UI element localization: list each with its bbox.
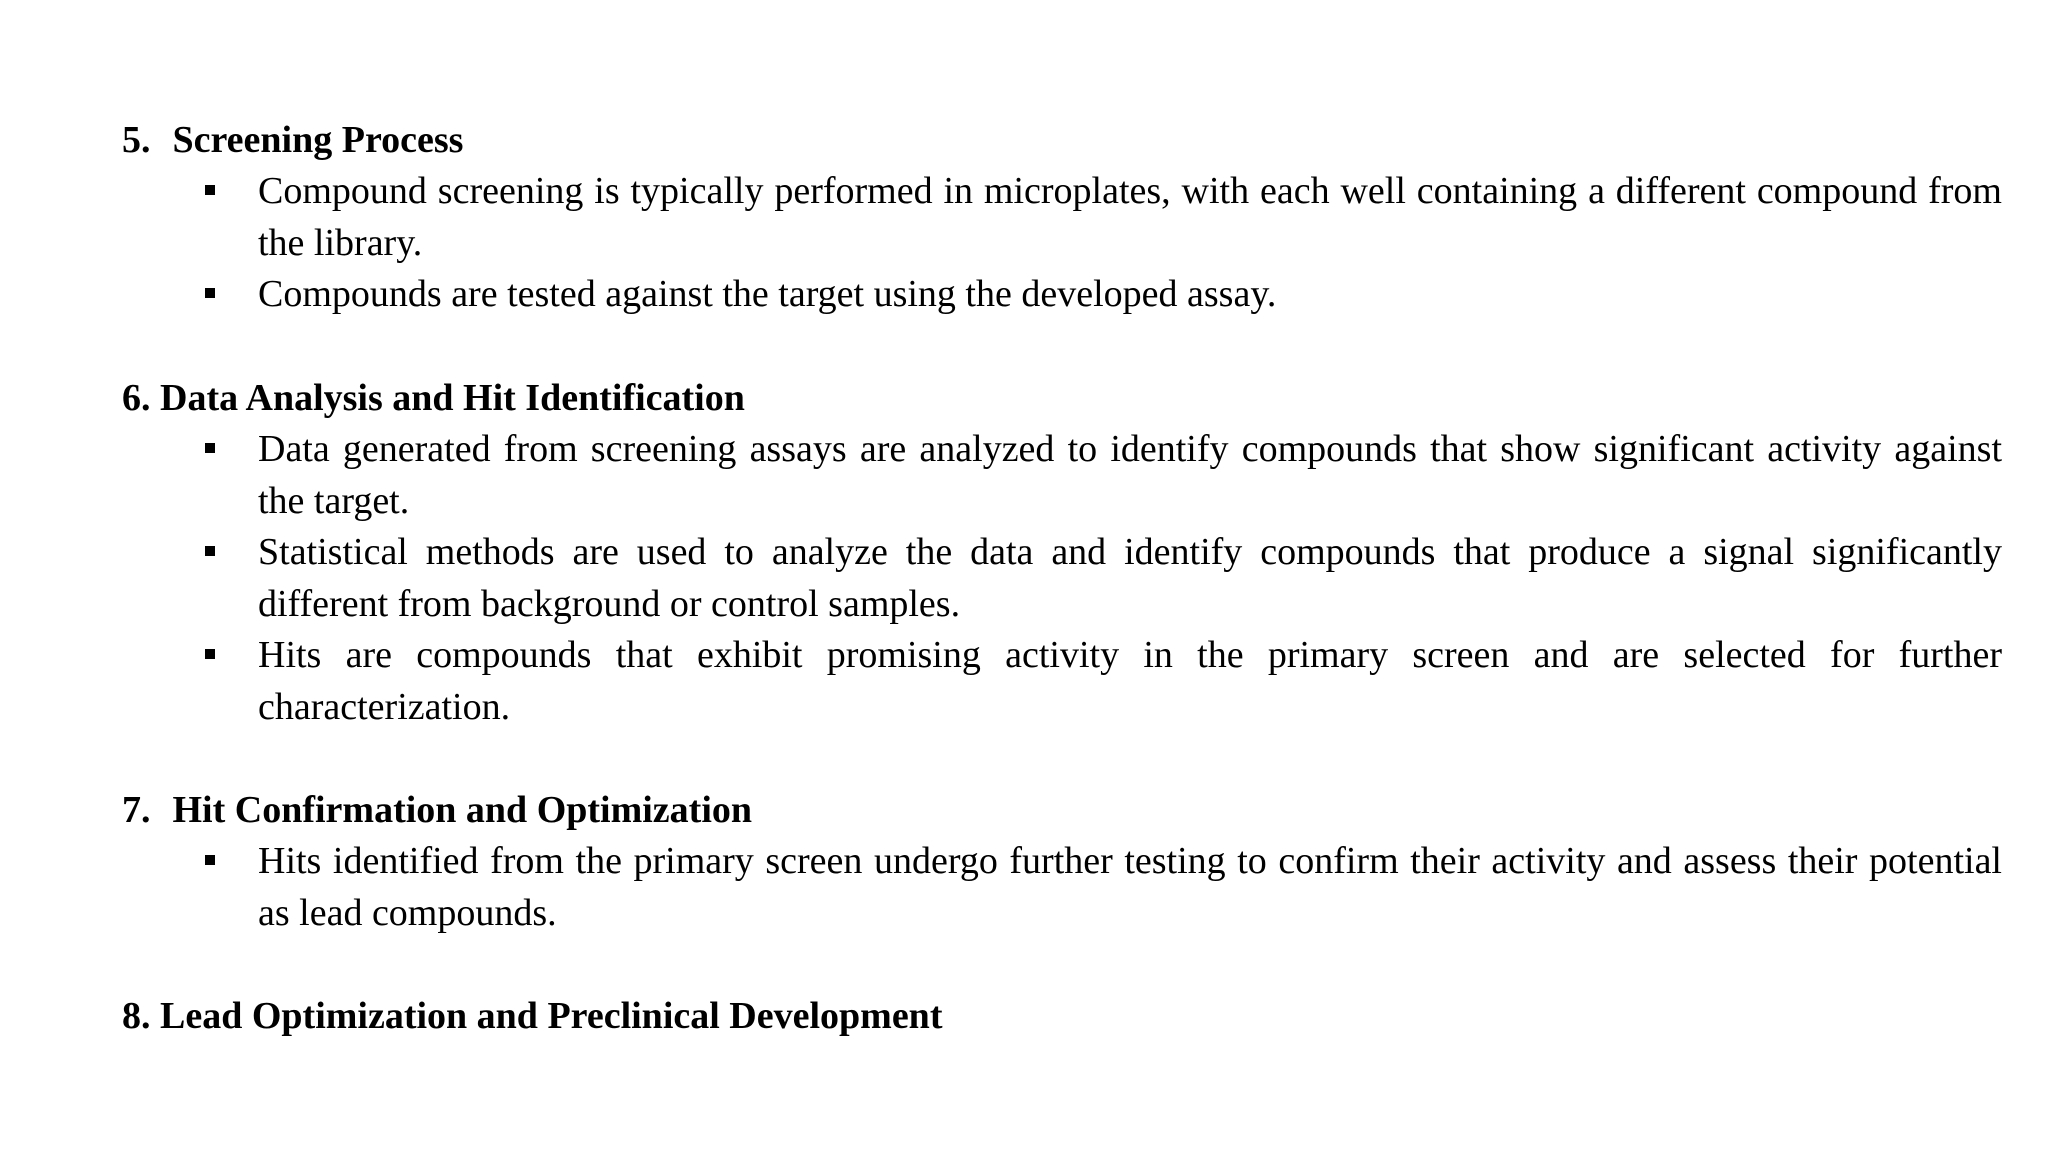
square-bullet-icon <box>205 855 215 865</box>
section-number: 5. <box>122 119 151 161</box>
square-bullet-icon <box>205 443 215 453</box>
section-number: 8. <box>122 995 151 1037</box>
section-number: 7. <box>122 789 151 831</box>
section-screening-process <box>122 114 2002 321</box>
bullet-text: Hits are compounds that exhibit promising activity in the primary screen and are selected for further characterization. <box>258 634 2002 728</box>
list-item <box>122 527 2002 630</box>
section-number: 6. <box>122 377 151 419</box>
bullet-text: Compound screening is typically performed in microplates, with each well containing a different compound from the library. <box>258 170 2002 264</box>
section-title: Data Analysis and Hit Identification <box>160 377 745 419</box>
section-title: Hit Confirmation and Optimization <box>172 789 753 831</box>
list-item <box>122 836 2002 939</box>
list-item <box>122 424 2002 527</box>
square-bullet-icon <box>205 288 215 298</box>
section-heading <box>122 372 2002 424</box>
square-bullet-icon <box>205 546 215 556</box>
bullet-list <box>122 836 2002 939</box>
square-bullet-icon <box>205 649 215 659</box>
section-heading <box>122 990 2002 1042</box>
section-hit-confirmation <box>122 784 2002 939</box>
bullet-text: Hits identified from the primary screen undergo further testing to confirm their activity and assess their potential as lead compounds. <box>258 840 2002 934</box>
bullet-list <box>122 424 2002 733</box>
section-title: Lead Optimization and Preclinical Development <box>160 995 943 1037</box>
section-title: Screening Process <box>172 119 464 161</box>
list-item <box>122 630 2002 733</box>
list-item <box>122 269 2002 321</box>
square-bullet-icon <box>205 185 215 195</box>
section-heading <box>122 114 2002 166</box>
bullet-text: Compounds are tested against the target using the developed assay. <box>258 273 1277 315</box>
bullet-text: Data generated from screening assays are analyzed to identify compounds that show significant activity against the target. <box>258 428 2002 522</box>
list-item <box>122 166 2002 269</box>
bullet-text: Statistical methods are used to analyze the data and identify compounds that produce a signal significantly different from background or control samples. <box>258 531 2002 625</box>
section-heading <box>122 784 2002 836</box>
section-data-analysis <box>122 372 2002 733</box>
bullet-list <box>122 166 2002 321</box>
section-lead-optimization <box>122 990 2002 1042</box>
